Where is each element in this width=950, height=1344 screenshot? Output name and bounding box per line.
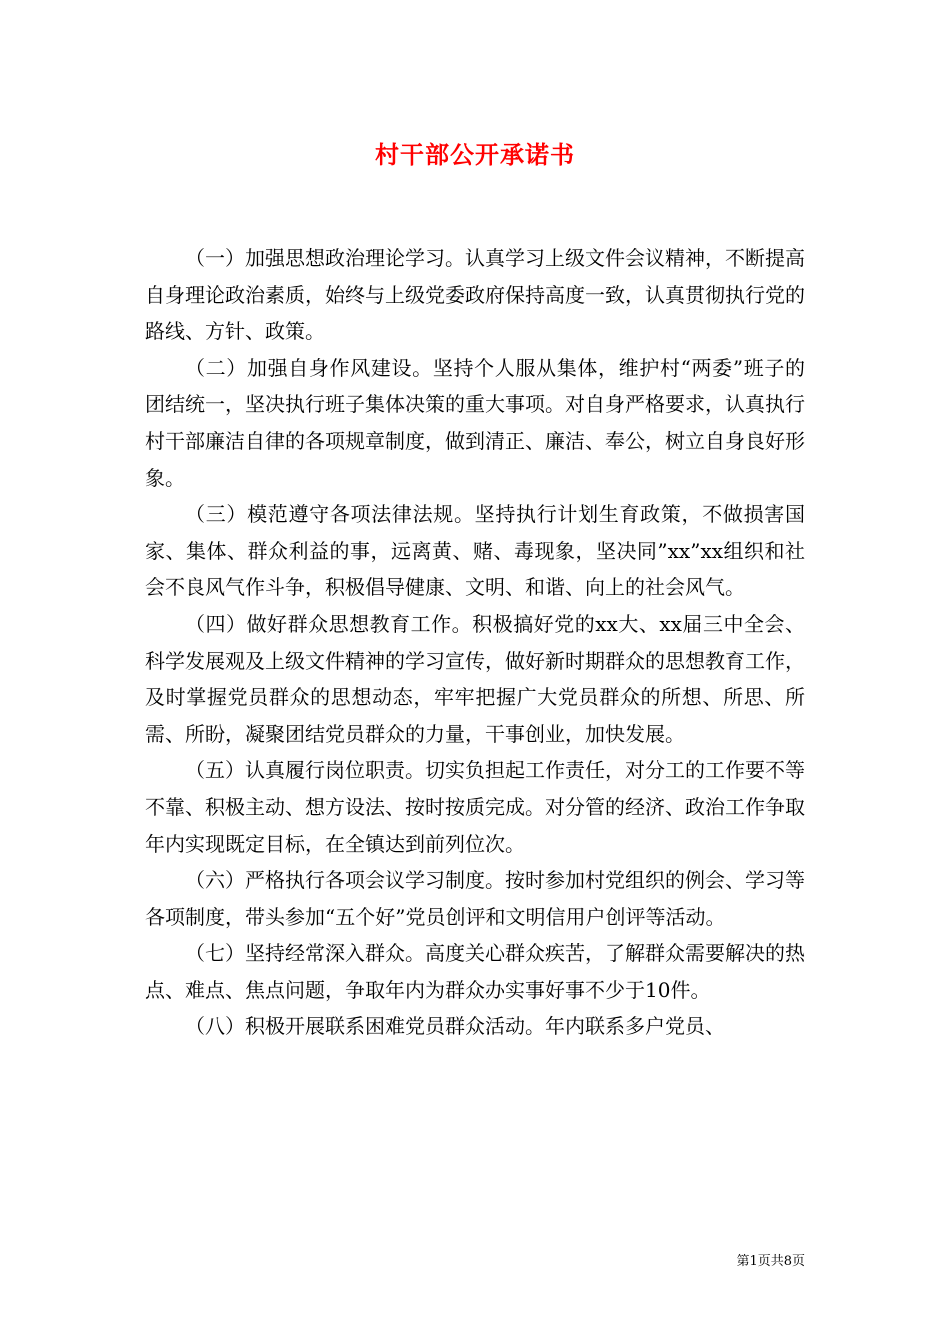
paragraph-2: （二）加强自身作风建设。坚持个人服从集体，维护村“两委”班子的团结统一，坚决执行班子集体决策的重大事项。对自身严格要求，认真执行村干部廉洁自律的各项规章制度，做到清正、廉洁、奉公，树立自身良好形象。 <box>145 355 805 490</box>
paragraph-6: （六）严格执行各项会议学习制度。按时参加村党组织的例会、学习等各项制度，带头参加“五个好”党员创评和文明信用户创评等活动。 <box>145 868 805 929</box>
paragraph-7: （七）坚持经常深入群众。高度关心群众疾苦，了解群众需要解决的热点、难点、焦点问题，争取年内为群众办实事好事不少于10件。 <box>145 941 805 1002</box>
paragraph-5: （五）认真履行岗位职责。切实负担起工作责任，对分工的工作要不等不靠、积极主动、想方设法、按时按质完成。对分管的经济、政治工作争取年内实现既定目标，在全镇达到前列位次。 <box>145 758 805 856</box>
paragraph-8: （八）积极开展联系困难党员群众活动。年内联系多户党员、 <box>185 1014 725 1039</box>
document-title: 村干部公开承诺书 <box>375 140 575 169</box>
paragraph-4: （四）做好群众思想教育工作。积极搞好党的xx大、xx届三中全会、科学发展观及上级文件精神的学习宣传，做好新时期群众的思想教育工作，及时掌握党员群众的思想动态，牢牢把握广大党员群众的所想、所思、所需、所盼，凝聚团结党员群众的力量，干事创业，加快发展。 <box>145 611 805 746</box>
page-number-footer: 第1页共8页 <box>736 1254 805 1269</box>
paragraph-1: （一）加强思想政治理论学习。认真学习上级文件会议精神，不断提高自身理论政治素质，始终与上级党委政府保持高度一致，认真贯彻执行党的路线、方针、政策。 <box>145 246 805 344</box>
paragraph-3: （三）模范遵守各项法律法规。坚持执行计划生育政策，不做损害国家、集体、群众利益的事，远离黄、赌、毒现象，坚决同”xx”xx组织和社会不良风气作斗争，积极倡导健康、文明、和谐、向上的社会风气。 <box>145 502 805 600</box>
document-body <box>145 240 805 1045</box>
